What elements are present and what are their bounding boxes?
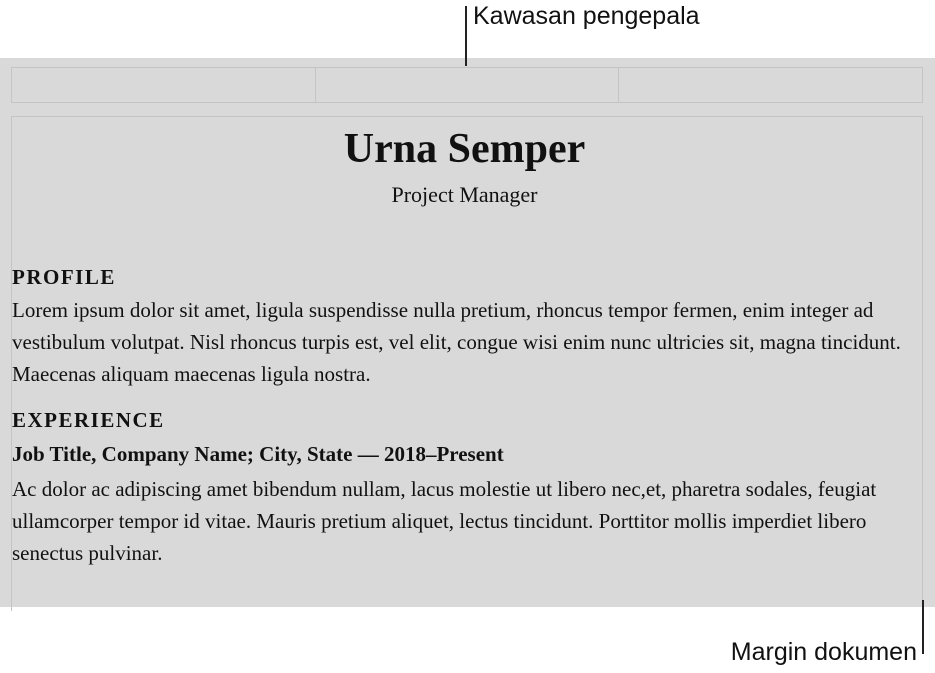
header-cell-center[interactable]	[316, 68, 620, 102]
margin-callout-label: Margin dokumen	[730, 638, 917, 666]
header-region[interactable]	[11, 67, 923, 103]
resume-name: Urna Semper	[343, 126, 586, 172]
margin-callout-line	[922, 600, 924, 654]
header-callout-label: Kawasan pengepala	[473, 2, 700, 30]
header-cell-right[interactable]	[619, 68, 922, 102]
header-callout-line	[465, 6, 467, 66]
resume-job-title: Project Manager	[391, 182, 538, 208]
profile-paragraph: Lorem ipsum dolor sit amet, ligula suspendisse nulla pretium, rhoncus tempor fermen, enim integer ad vestibulum volutpat. Nisl rhoncus turpis est, vel elit, congue wisi enim nunc ultricies sit, magna tincidunt. Maecenas aliquam maecenas ligula nostra.	[12, 297, 901, 386]
experience-job-line: Job Title, Company Name; City, State — 2018–Present	[12, 441, 504, 466]
experience-heading: EXPERIENCE	[12, 407, 165, 432]
header-cell-left[interactable]	[12, 68, 316, 102]
experience-paragraph: Ac dolor ac adipiscing amet bibendum nullam, lacus molestie ut libero nec,et, pharetra sodales, feugiat ullamcorper tempor id vitae. Mauris pretium aliquet, lectus tincidunt. Porttitor mollis imperdiet libero senectus pulvinar.	[12, 476, 877, 565]
profile-heading: PROFILE	[12, 264, 116, 289]
resume-body[interactable]	[12, 126, 917, 569]
